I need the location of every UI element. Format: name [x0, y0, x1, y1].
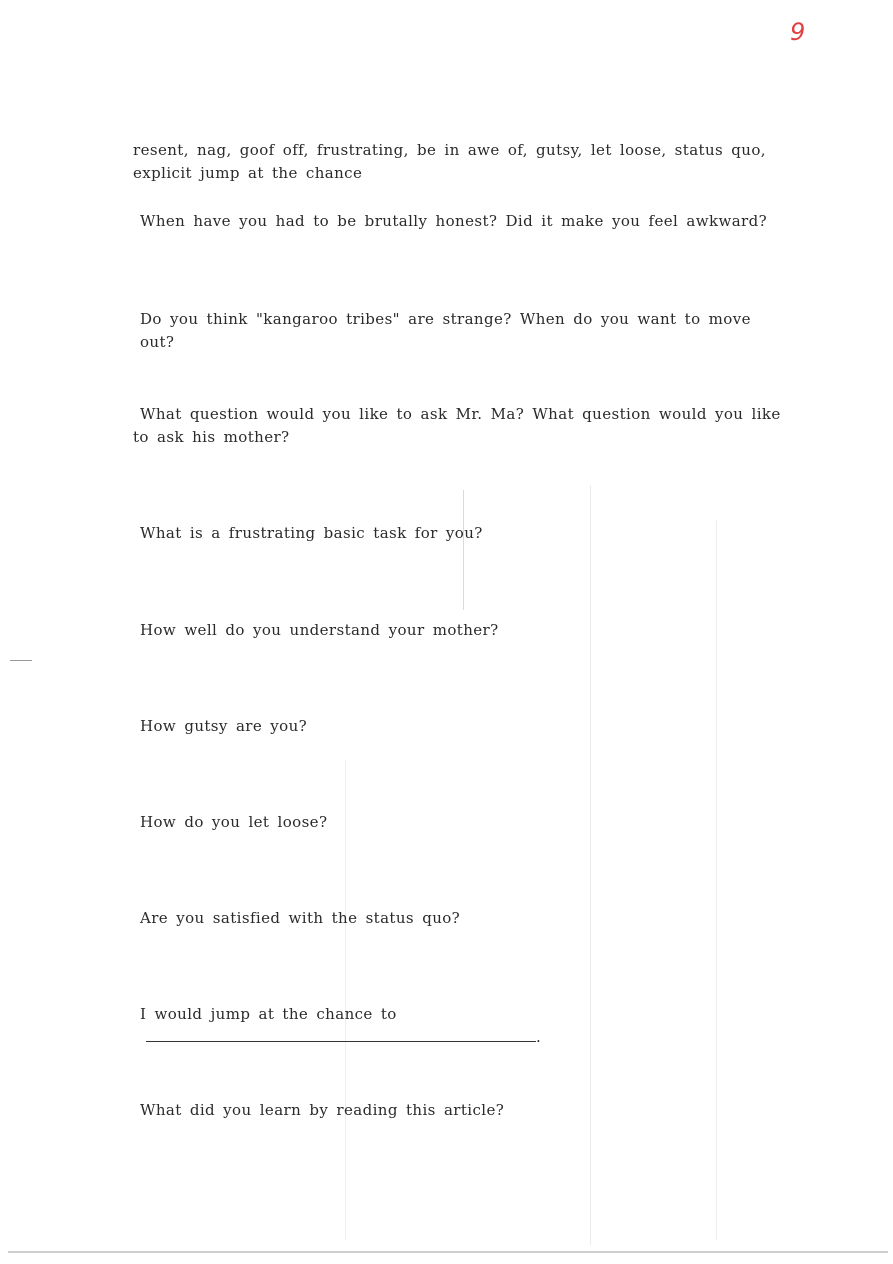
question-4: What is a frustrating basic task for you? — [140, 524, 483, 542]
question-6: How gutsy are you? — [140, 717, 308, 735]
blank-end-period: . — [536, 1028, 542, 1046]
vocabulary-list: resent, nag, goof off, frustrating, be in awe of, gutsy, let loose, status quo, explicit jump at the chance — [133, 141, 766, 182]
question-9-fill-in — [140, 1003, 780, 1049]
page-number: 9 — [790, 18, 806, 46]
page-bottom-edge — [8, 1251, 888, 1253]
question-5: How well do you understand your mother? — [140, 621, 499, 639]
scan-artifact — [590, 485, 591, 1245]
answer-blank-line[interactable] — [146, 1027, 536, 1042]
question-3: What question would you like to ask Mr. Ma? What question would you like to ask his mother? — [133, 405, 781, 446]
scan-artifact — [10, 660, 32, 661]
question-7: How do you let loose? — [140, 813, 328, 831]
question-2: Do you think "kangaroo tribes" are strange? When do you want to move out? — [140, 310, 751, 351]
question-8: Are you satisfied with the status quo? — [140, 909, 461, 927]
fill-in-prompt: I would jump at the chance to — [140, 1005, 397, 1023]
question-1: When have you had to be brutally honest? Did it make you feel awkward? — [140, 212, 768, 230]
question-10: What did you learn by reading this article? — [140, 1101, 505, 1119]
scan-artifact — [463, 490, 464, 610]
